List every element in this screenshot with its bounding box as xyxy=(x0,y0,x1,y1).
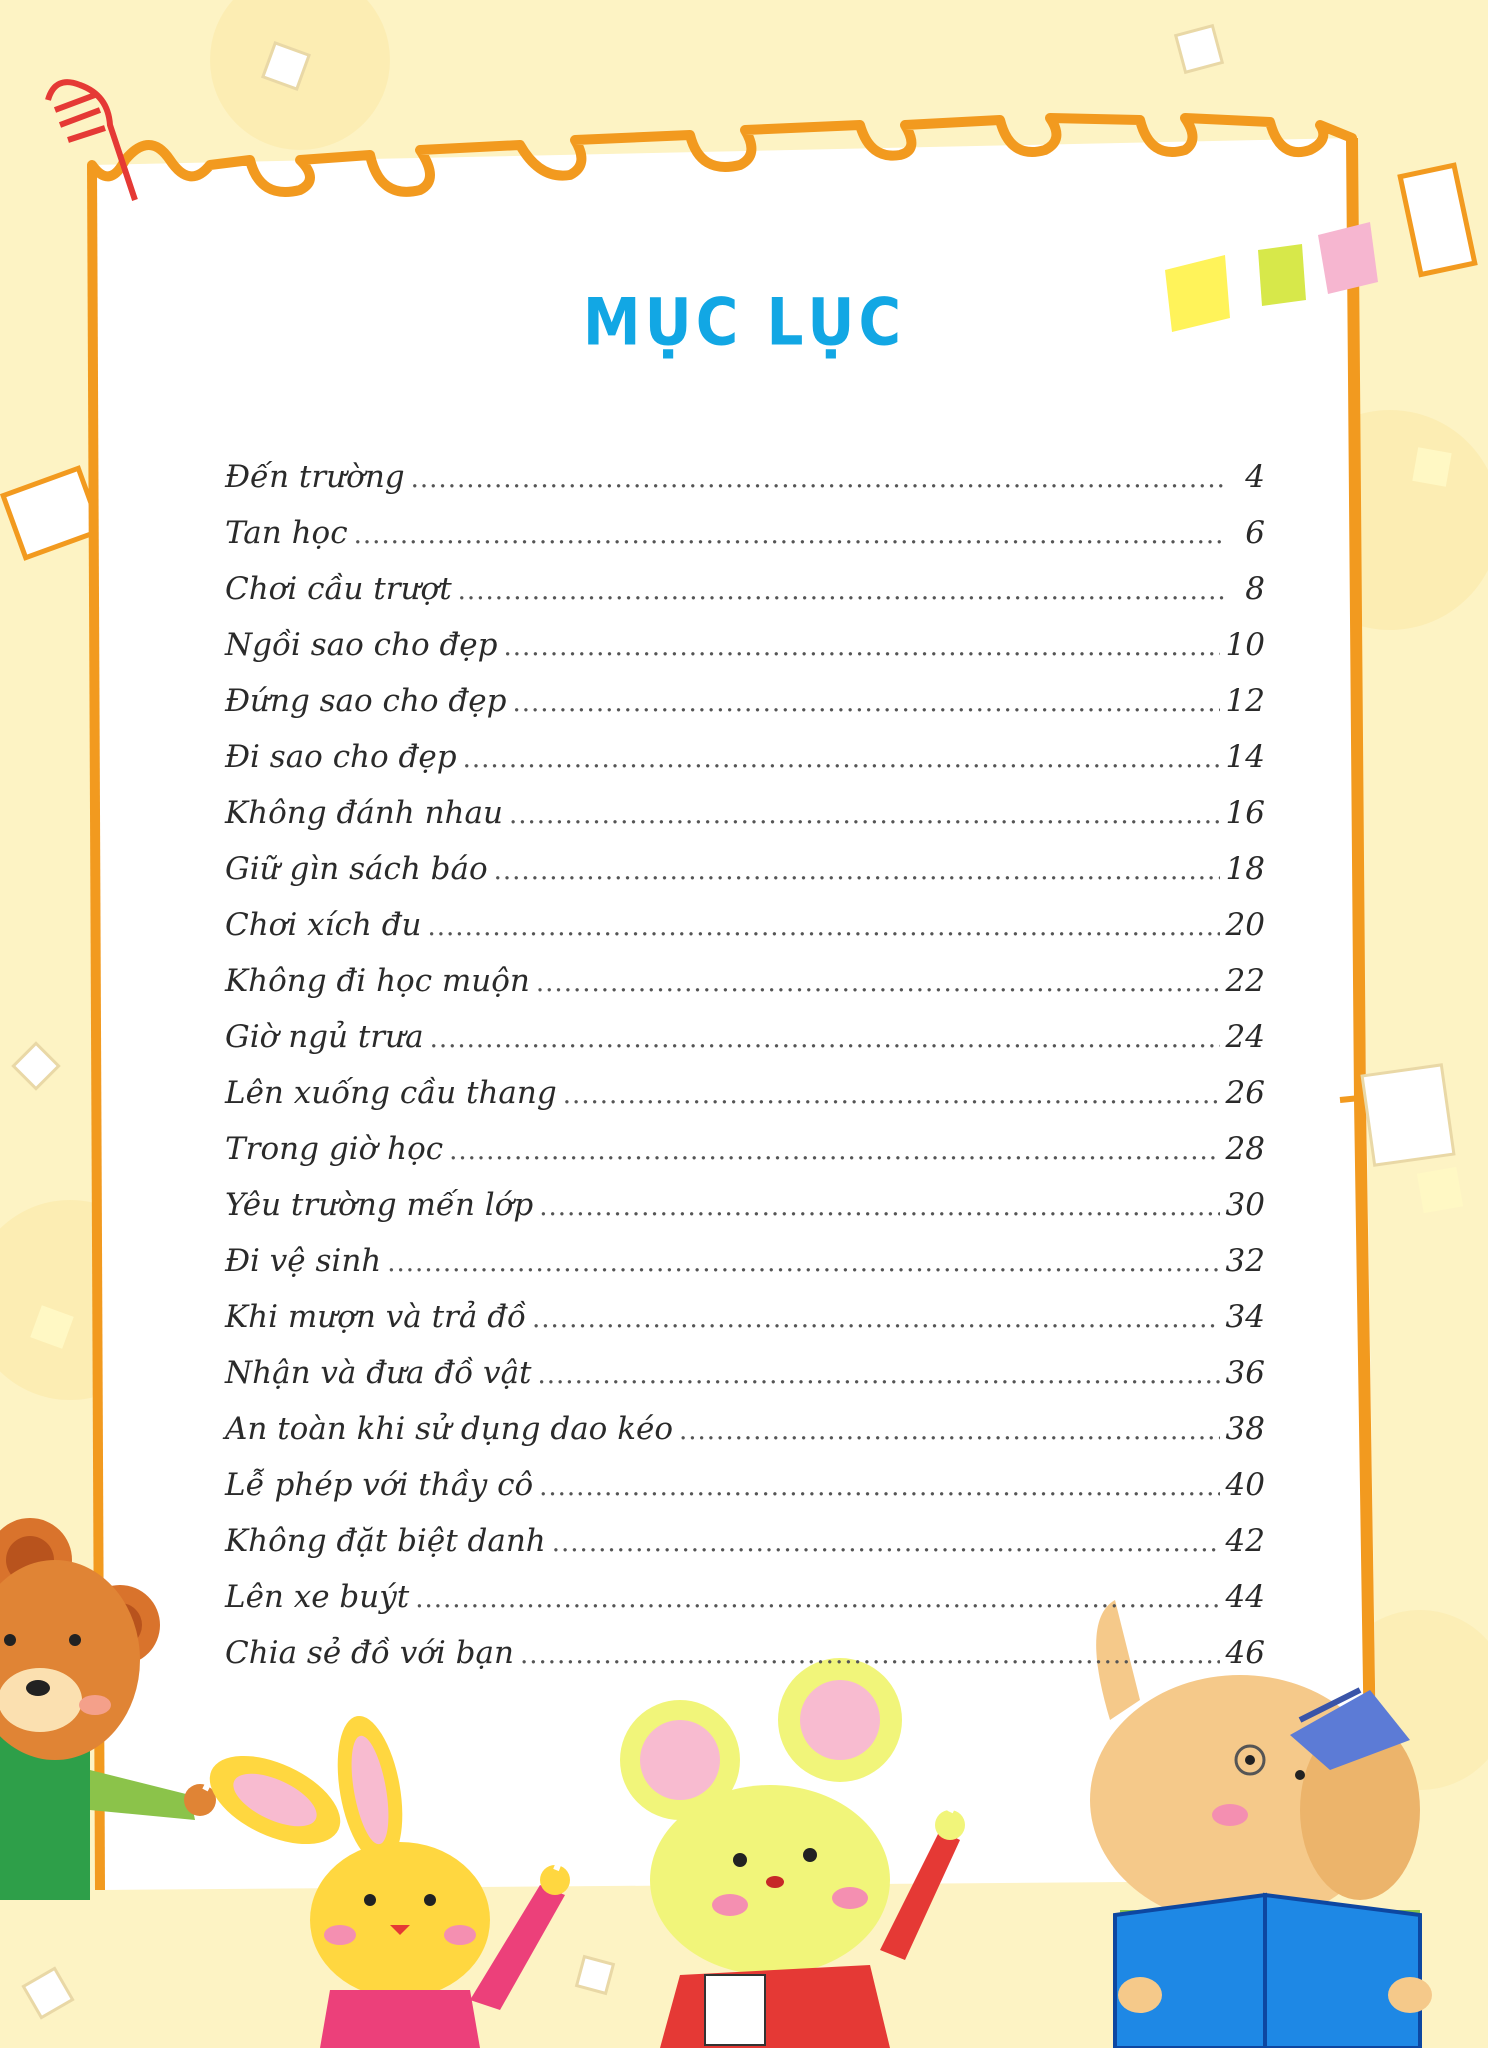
toc-entry-title: Chơi cầu trượt xyxy=(225,571,452,607)
toc-entry-title: Trong giờ học xyxy=(225,1131,444,1167)
toc-entry[interactable] xyxy=(225,1075,1265,1131)
toc-entry-title: Lên xuống cầu thang xyxy=(225,1075,557,1111)
toc-entry-page: 10 xyxy=(1225,627,1265,663)
toc-leader-dots xyxy=(536,968,1220,998)
toc-entry[interactable] xyxy=(225,1411,1265,1467)
toc-leader-dots xyxy=(512,688,1219,718)
toc-entry-page: 8 xyxy=(1245,571,1265,607)
toc-entry[interactable] xyxy=(225,1635,1265,1691)
toc-entry-title: Lễ phép với thầy cô xyxy=(225,1467,534,1503)
toc-entry[interactable] xyxy=(225,907,1265,963)
toc-entry-title: An toàn khi sử dụng dao kéo xyxy=(225,1411,673,1447)
toc-entry[interactable] xyxy=(225,1019,1265,1075)
toc-entry[interactable] xyxy=(225,963,1265,1019)
page-title: MỤC LỤC xyxy=(582,283,906,361)
toc-entry-page: 38 xyxy=(1225,1411,1265,1447)
toc-entry-title: Không đi học muộn xyxy=(225,963,530,999)
toc-entry-title: Không đặt biệt danh xyxy=(225,1523,546,1559)
toc-entry-title: Nhận và đưa đồ vật xyxy=(225,1355,532,1391)
toc-leader-dots xyxy=(411,464,1225,494)
toc-entry[interactable] xyxy=(225,459,1265,515)
toc-entry-page: 46 xyxy=(1225,1635,1265,1671)
toc-leader-dots xyxy=(449,1136,1219,1166)
toc-entry[interactable] xyxy=(225,1579,1265,1635)
toc-leader-dots xyxy=(679,1416,1220,1446)
toc-entry-page: 40 xyxy=(1225,1467,1265,1503)
toc-entry[interactable] xyxy=(225,1299,1265,1355)
toc-entry-page: 14 xyxy=(1225,739,1265,775)
toc-entry-title: Lên xe buýt xyxy=(225,1579,410,1615)
toc-entry[interactable] xyxy=(225,795,1265,851)
toc-leader-dots xyxy=(463,744,1220,774)
toc-entry[interactable] xyxy=(225,627,1265,683)
toc-leader-dots xyxy=(354,520,1225,550)
toc-entry-page: 28 xyxy=(1225,1131,1265,1167)
toc-leader-dots xyxy=(539,1472,1219,1502)
toc-leader-dots xyxy=(428,912,1220,942)
toc-entry[interactable] xyxy=(225,851,1265,907)
toc-entry-title: Ngồi sao cho đẹp xyxy=(225,627,498,663)
toc-entry-title: Đi vệ sinh xyxy=(225,1243,382,1279)
toc-entry[interactable] xyxy=(225,1243,1265,1299)
toc-leader-dots xyxy=(415,1584,1219,1614)
toc-leader-dots xyxy=(538,1360,1220,1390)
toc-entry[interactable] xyxy=(225,1467,1265,1523)
toc-entry-title: Đi sao cho đẹp xyxy=(225,739,457,775)
toc-entry[interactable] xyxy=(225,739,1265,795)
toc-entry-page: 6 xyxy=(1245,515,1265,551)
toc-leader-dots xyxy=(509,800,1220,830)
toc-entry[interactable] xyxy=(225,515,1265,571)
toc-leader-dots xyxy=(532,1304,1220,1334)
toc-entry-page: 42 xyxy=(1225,1523,1265,1559)
toc-leader-dots xyxy=(520,1640,1220,1670)
toc-entry-title: Tan học xyxy=(225,515,348,551)
toc-entry-title: Không đánh nhau xyxy=(225,795,503,831)
toc-leader-dots xyxy=(504,632,1220,662)
toc-entry-title: Giờ ngủ trưa xyxy=(225,1019,424,1055)
toc-entry-title: Khi mượn và trả đồ xyxy=(225,1299,527,1335)
toc-leader-dots xyxy=(494,856,1220,886)
toc-entry-title: Giữ gìn sách báo xyxy=(225,851,488,887)
toc-entry[interactable] xyxy=(225,1187,1265,1243)
toc-entry[interactable] xyxy=(225,1131,1265,1187)
toc-entry[interactable] xyxy=(225,1523,1265,1579)
toc-entry[interactable] xyxy=(225,1355,1265,1411)
toc-entry[interactable] xyxy=(225,571,1265,627)
toc-entry-page: 36 xyxy=(1225,1355,1265,1391)
toc-entry-page: 22 xyxy=(1225,963,1265,999)
toc-entry-title: Yêu trường mến lớp xyxy=(225,1187,534,1223)
table-of-contents xyxy=(225,459,1265,1691)
toc-entry-page: 12 xyxy=(1225,683,1265,719)
toc-leader-dots xyxy=(552,1528,1220,1558)
toc-entry-page: 44 xyxy=(1225,1579,1265,1615)
toc-entry-page: 20 xyxy=(1225,907,1265,943)
toc-entry-page: 16 xyxy=(1225,795,1265,831)
toc-leader-dots xyxy=(458,576,1225,606)
toc-leader-dots xyxy=(539,1192,1219,1222)
toc-entry-title: Chia sẻ đồ với bạn xyxy=(225,1635,514,1671)
toc-leader-dots xyxy=(563,1080,1220,1110)
toc-leader-dots xyxy=(387,1248,1219,1278)
toc-entry[interactable] xyxy=(225,683,1265,739)
toc-entry-page: 18 xyxy=(1225,851,1265,887)
toc-entry-title: Đứng sao cho đẹp xyxy=(225,683,507,719)
toc-entry-page: 24 xyxy=(1225,1019,1265,1055)
toc-entry-title: Đến trường xyxy=(225,459,405,495)
toc-entry-page: 34 xyxy=(1225,1299,1265,1335)
toc-leader-dots xyxy=(430,1024,1220,1054)
toc-entry-page: 4 xyxy=(1245,459,1265,495)
toc-entry-page: 32 xyxy=(1225,1243,1265,1279)
toc-entry-page: 30 xyxy=(1225,1187,1265,1223)
toc-entry-page: 26 xyxy=(1225,1075,1265,1111)
toc-entry-title: Chơi xích đu xyxy=(225,907,422,943)
